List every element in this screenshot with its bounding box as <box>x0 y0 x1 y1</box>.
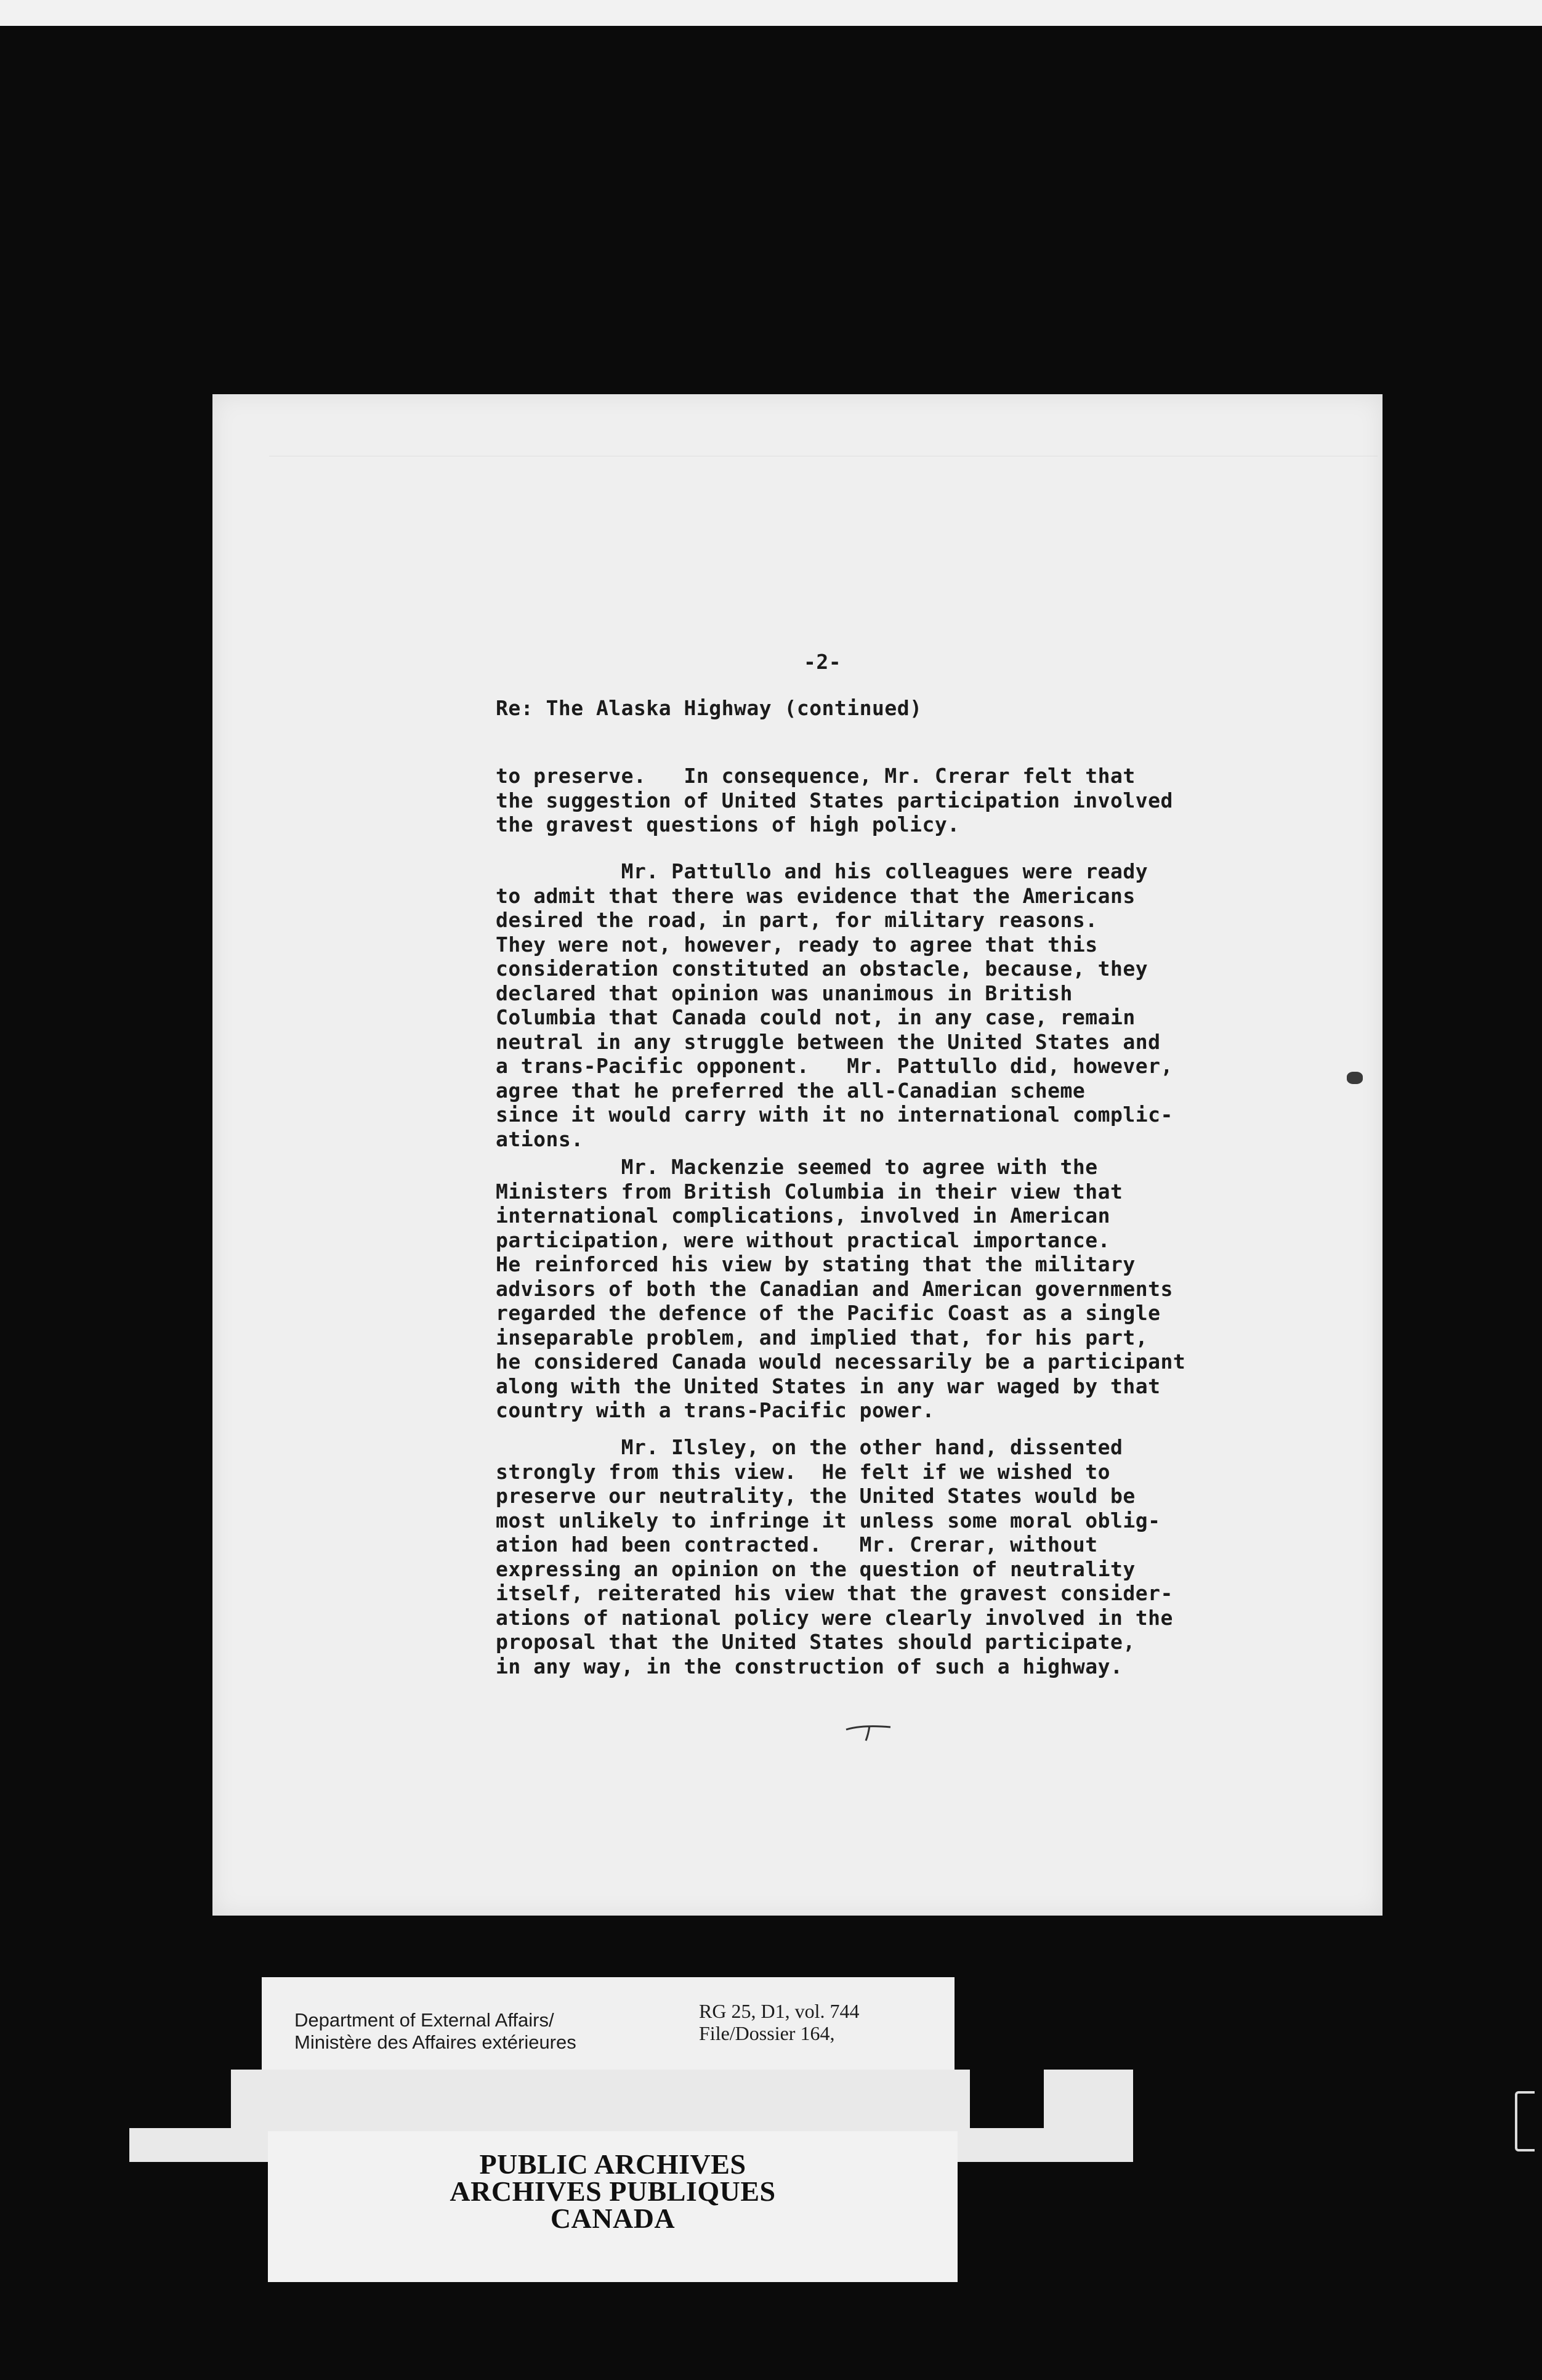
archives-line-3: CANADA <box>550 2203 676 2234</box>
department-fr: Ministère des Affaires extérieures <box>294 2031 576 2053</box>
label-notch-left <box>129 2070 231 2128</box>
file-reference <box>699 2000 859 2044</box>
paragraph-1: to preserve. In consequence, Mr. Crerar felt that the suggestion of United States participation involved the gravest questions of high policy. <box>496 764 1173 836</box>
archives-stamp <box>268 2148 958 2234</box>
typed-text-area <box>212 394 1383 1916</box>
memo-heading: Re: The Alaska Highway (continued) <box>496 696 922 720</box>
paragraph-2: Mr. Pattullo and his colleagues were ready to admit that there was evidence that the Americans desired the road, in part, for military reasons. They were not, however, ready to agree that this consideration constituted an obstacle, because, they declared that opinion was unanimous in British Columbia that Canada could not, in any case, remain neutral in any struggle between the United States and a trans-Pacific opponent. Mr. Pattullo did, however, agree that he preferred the all-Canadian scheme since it would carry with it no international complic- ations. <box>496 859 1173 1151</box>
paragraph-4: Mr. Ilsley, on the other hand, dissented strongly from this view. He felt if we wished to preserve our neutrality, the United States would be most unlikely to infringe it unless some moral oblig- ation had been contracted. Mr. Crerar, without expressing an opinion on the question of neutrality itself, reiterated his view that the gravest consider- ations of national policy were clearly involved in the proposal that the United States should participate, in any way, in the construction of such a highway. <box>496 1435 1173 1678</box>
label-notch-right <box>970 2070 1044 2128</box>
department-en: Department of External Affairs/ <box>294 2009 554 2031</box>
film-edge-mark-icon <box>1515 2091 1535 2151</box>
film-top-edge <box>0 0 1542 26</box>
archives-line-2: ARCHIVES PUBLIQUES <box>450 2176 776 2207</box>
reference-volume: RG 25, D1, vol. 744 <box>699 2000 860 2022</box>
handwritten-mark-icon <box>844 1718 893 1743</box>
department-name <box>294 2009 576 2054</box>
document-page <box>212 394 1383 1916</box>
reference-file: File/Dossier 164, <box>699 2022 835 2044</box>
paragraph-3: Mr. Mackenzie seemed to agree with the Ministers from British Columbia in their view that international complications, involved in American participation, were without practical importance. He reinforced his view by stating that the military advisors of both the Canadian and American governments regarded the defence of the Pacific Coast as a single inseparable problem, and implied that, for his part, he considered Canada would necessarily be a participant along with the United States in any war waged by that country with a trans-Pacific power. <box>496 1155 1186 1422</box>
page-number: -2- <box>804 650 842 674</box>
margin-blot-icon <box>1347 1072 1363 1084</box>
archives-line-1: PUBLIC ARCHIVES <box>479 2148 746 2180</box>
